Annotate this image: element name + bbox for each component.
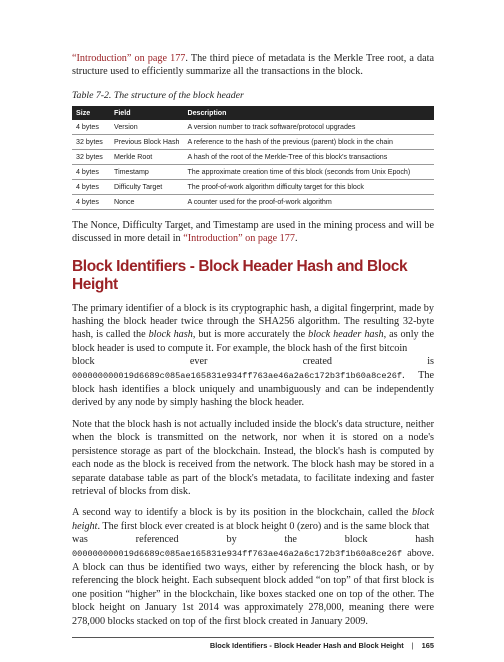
paragraph-hash-storage: Note that the block hash is not actually included inside the block's data structure, neither when the block is transmitted on the network, nor when it is stored on a node's persistence storage as part of the blockchain. Instead, the block's hash is computed by each node as the block is received from the network. The block hash may be stored in a separate database table as part of the block's metadata, to facilitate indexing and faster retrieval of blocks from disk. (72, 418, 434, 497)
term-block-header-hash: block header hash (308, 329, 384, 341)
term-block-height: block height (72, 507, 434, 532)
cell-field: Nonce (110, 194, 183, 209)
p3-continuation (72, 547, 434, 628)
after-table-end: . (294, 233, 298, 245)
p3-word: was (72, 534, 88, 546)
running-footer-title: Block Identifiers - Block Header Hash and Block Height (209, 641, 404, 650)
p1-word: created (302, 356, 332, 368)
cell-size: 4 bytes (72, 179, 110, 194)
genesis-block-hash-2: 000000000019d6689c085ae165831e934ff763ae46a2a6c172b3f1b60a8ce26f (72, 548, 403, 559)
section-heading: Block Identifiers - Block Header Hash and Block Height (72, 257, 408, 293)
after-table-paragraph (72, 219, 434, 246)
cell-field: Difficulty Target (110, 179, 183, 194)
p3-spread-line (72, 533, 434, 546)
cell-description: The approximate creation time of this block (seconds from Unix Epoch) (183, 164, 434, 179)
cell-description: A hash of the root of the Merkle-Tree of this block's transactions (183, 149, 434, 164)
header-field: Field (110, 106, 183, 120)
p1-word: ever (189, 356, 208, 368)
p3-word: block (344, 534, 368, 546)
after-table-text: The Nonce, Difficulty Target, and Timestamp are used in the mining process and will be discussed in more detail in (72, 219, 434, 245)
block-header-table (72, 106, 434, 210)
p1-text-a: The primary identifier of a block is its cryptographic hash, a digital fingerprint, made by hashing the block header twice through the SHA256 algorithm. The resulting 32-byte hash, is called the (72, 302, 434, 341)
p3-word: hash (415, 534, 434, 546)
p3-word: the (284, 534, 297, 546)
cell-size: 4 bytes (72, 194, 110, 209)
footer-text (210, 641, 434, 650)
p1-text-d: . The block hash identifies a block uniquely and unambiguously and can be independently derived by any node by simply hashing the block header. (72, 369, 434, 409)
paragraph-block-height (72, 506, 434, 533)
cell-field: Timestamp (110, 164, 183, 179)
p1-text-c: , as only the block header is used to compute it. For example, the block hash of the first bitcoin (72, 329, 435, 354)
introduction-link[interactable]: “Introduction” on page 177 (72, 53, 186, 64)
intro-text: . The third piece of metadata is the Merkle Tree root, a data structure used to efficiently summarize all the transactions in the block. (72, 53, 434, 78)
cell-field: Previous Block Hash (110, 134, 183, 149)
page-content (72, 52, 434, 628)
cell-size: 4 bytes (72, 164, 110, 179)
table-row (72, 120, 434, 135)
cell-field: Version (110, 120, 183, 135)
cell-description: A version number to track software/protocol upgrades (183, 120, 434, 135)
term-block-hash: block hash (148, 329, 193, 341)
p1-spread-line (72, 355, 434, 368)
p1-continuation (72, 369, 434, 410)
p1-word: block (72, 356, 95, 368)
cell-description: A counter used for the proof-of-work algorithm (183, 194, 434, 209)
cell-description: A reference to the hash of the previous (parent) block in the chain (183, 134, 434, 149)
p1-text-b: , but is more accurately the (192, 329, 309, 341)
introduction-link-2[interactable]: “Introduction” on page 177 (183, 233, 295, 245)
intro-paragraph (72, 52, 434, 79)
table-row (72, 164, 434, 179)
paragraph-block-hash (72, 302, 434, 356)
table-caption: Table 7-2. The structure of the block header (72, 89, 244, 101)
table-row (72, 194, 434, 209)
p3-word: by (226, 534, 237, 546)
p3-text-a: A second way to identify a block is by its position in the blockchain, called the (72, 507, 412, 519)
table-row (72, 134, 434, 149)
table-row (72, 149, 434, 164)
header-description: Description (183, 106, 434, 120)
page-number: 165 (421, 641, 434, 650)
cell-field: Merkle Root (110, 149, 183, 164)
p3-text-b: . The first block ever created is at block height 0 (zero) and is the same block that (97, 520, 430, 532)
p3-text-c: above. A block can thus be identified two ways, either by referencing the block hash, or by referencing the block height. Each subsequent block added “on top” of that first block is one position “higher” in the blockchain, like boxes stacked one on top of the other. The block height on January 1st 2014 was approximately 278,000, meaning there were 278,000 blocks stacked on top of the first block created in January 2009. (72, 547, 434, 627)
table-header-row (72, 106, 434, 120)
cell-size: 4 bytes (72, 120, 110, 135)
cell-description: The proof-of-work algorithm difficulty target for this block (183, 179, 434, 194)
page-footer (72, 637, 434, 652)
cell-size: 32 bytes (72, 149, 110, 164)
footer-separator: | (411, 641, 414, 650)
genesis-block-hash: 000000000019d6689c085ae165831e934ff763ae46a2a6c172b3f1b60a8ce26f (72, 370, 403, 381)
cell-size: 32 bytes (72, 134, 110, 149)
header-size: Size (72, 106, 110, 120)
p1-word: is (427, 356, 434, 368)
p3-word: referenced (135, 534, 179, 546)
table-row (72, 179, 434, 194)
